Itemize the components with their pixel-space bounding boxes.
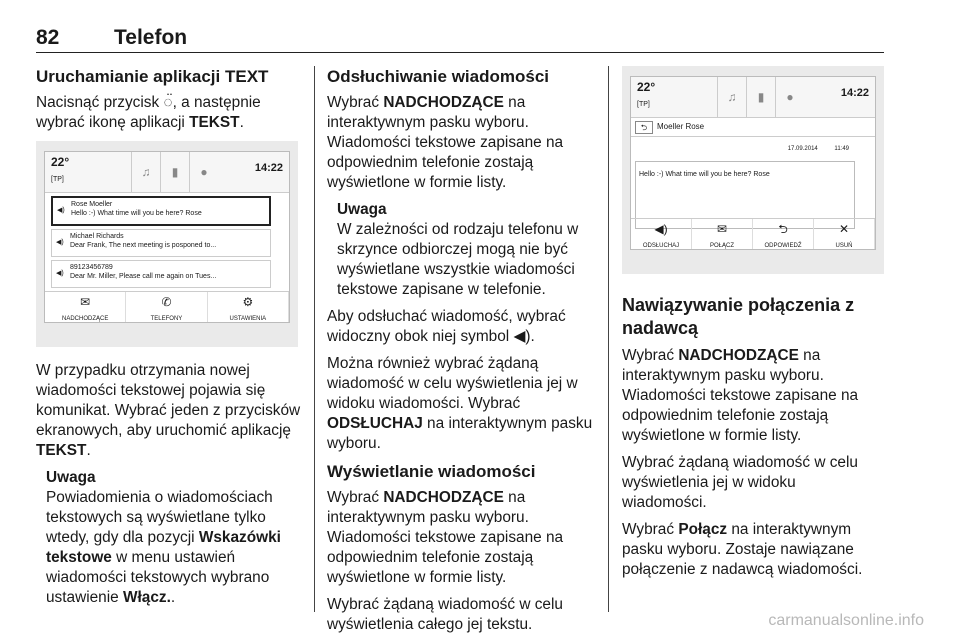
music-icon: ♫ <box>717 77 746 117</box>
phone-icon: ▮ <box>160 152 189 192</box>
settings-button: ⚙ USTAWIENIA <box>208 292 289 322</box>
inbox-button: ✉ NADCHODZĄCE <box>45 292 126 322</box>
section-heading: Uruchamianie aplikacji TEXT <box>36 67 269 86</box>
message-body: Hello :-) What time will you be here? Rose <box>635 161 855 229</box>
settings-icon: ● <box>775 77 804 117</box>
section-heading: Nawiązywanie połączenia z nadawcą <box>622 295 855 338</box>
settings-icon: ● <box>189 152 218 192</box>
paragraph: Wybrać NADCHODZĄCE na interaktywnym pasku wyboru. Wiadomości tekstowe zapisane na odpowiednim telefonie zostają wyświetlone w formie listy. <box>327 94 564 191</box>
speaker-icon: ◀) <box>56 270 64 277</box>
speaker-icon: ◀) <box>56 239 64 246</box>
note-title: Uwaga <box>46 469 96 486</box>
paragraph: Wybrać NADCHODZĄCE na interaktywnym pasku wyboru. Wiadomości tekstowe zapisane na odpowiednim telefonie zostają wyświetlone w formie listy. <box>327 489 564 586</box>
back-icon: ⮌ <box>635 121 653 134</box>
clock: 14:22 <box>840 87 869 99</box>
section-heading: Wyświetlanie wiadomości <box>327 462 536 481</box>
page-number: 82 <box>36 26 60 49</box>
paragraph: Aby odsłuchać wiadomość, wybrać widoczny obok niej symbol ◀︎). <box>327 308 566 345</box>
watermark: carmanualsonline.info <box>768 612 924 629</box>
note: Uwaga Powiadomienia o wiadomościach tekstowych są wyświetlane tylko wtedy, gdy dla pozycji Wskazówki tekstowe w menu ustawień wiadomości tekstowych wybrano ustawienie Włącz.. <box>46 468 302 608</box>
close-icon: ✕ <box>838 222 850 236</box>
phone-icon: ✆ <box>161 295 172 309</box>
message-date: 17.09.2014 11:49 <box>787 146 849 152</box>
paragraph: Nacisnąć przycisk ◌̈, a następnie wybrać ikonę aplikacji TEKST. <box>36 94 261 131</box>
phones-button: ✆ TELEFONY <box>126 292 207 322</box>
paragraph: Wybrać Połącz na interaktywnym pasku wyboru. Zostaje nawiązane połączenie z nadawcą wiadomości. <box>622 521 863 578</box>
listen-button: ◀) ODSŁUCHAJ <box>631 219 692 249</box>
screen-image-message <box>622 66 884 274</box>
screen-image-inbox <box>36 141 298 347</box>
section-title: Telefon <box>114 26 188 49</box>
message-header: ⮌ Moeller Rose <box>631 118 875 137</box>
gear-icon: ⚙ <box>242 295 254 309</box>
delete-button: ✕ USUŃ <box>814 219 875 249</box>
column-3 <box>622 66 884 587</box>
paragraph: Wybrać żądaną wiadomość w celu wyświetlenia jej w widoku wiadomości. <box>622 454 858 511</box>
call-button: ✉ POŁĄCZ <box>692 219 753 249</box>
music-icon: ♫ <box>131 152 160 192</box>
clock: 14:22 <box>254 162 283 174</box>
column-divider <box>608 66 609 612</box>
paragraph: Wybrać NADCHODZĄCE na interaktywnym pasku wyboru. Wiadomości tekstowe zapisane na odpowiednim telefonie zostają wyświetlone w formie listy. <box>622 347 859 444</box>
column-1 <box>36 66 302 608</box>
temperature: 22° <box>51 155 70 169</box>
reply-button: ⮌ ODPOWIEDŹ <box>753 219 814 249</box>
paragraph: W przypadku otrzymania nowej wiadomości tekstowej pojawia się komunikat. Wybrać jeden z przycisków ekranowych, aby uruchomić aplikację TEKST. <box>36 362 301 459</box>
column-divider <box>314 66 315 612</box>
list-item: ◀) Michael Richards Dear Frank, The next meeting is posponed to... <box>51 229 271 257</box>
column-2 <box>327 66 595 642</box>
temperature: 22° <box>637 80 656 94</box>
home-icon: ◌̈ <box>163 94 173 111</box>
envelope-phone-icon: ✉ <box>716 222 728 236</box>
speaker-icon: ◀) <box>654 222 668 236</box>
note: Uwaga W zależności od rodzaju telefonu w skrzynce odbiorczej mogą nie być wyświetlane wszystkie wiadomości tekstowe zapisane w telefonie. <box>337 200 595 300</box>
header-divider <box>36 52 884 53</box>
phone-icon: ▮ <box>746 77 775 117</box>
list-item: ◀) Rose Moeller Hello :-) What time will you be here? Rose <box>51 196 271 226</box>
tp-label: [TP] <box>51 176 64 183</box>
paragraph: Wybrać żądaną wiadomość w celu wyświetlenia całego jej tekstu. <box>327 596 563 633</box>
reply-icon: ⮌ <box>778 222 788 236</box>
page-header <box>36 26 187 50</box>
note-title: Uwaga <box>337 201 387 218</box>
speaker-icon: ◀) <box>57 207 65 214</box>
section-heading: Odsłuchiwanie wiadomości <box>327 67 549 86</box>
tp-label: [TP] <box>637 101 650 108</box>
list-item: ◀) 89123456789 Dear Mr. Miller, Please call me again on Tues... <box>51 260 271 288</box>
paragraph: Można również wybrać żądaną wiadomość w celu wyświetlenia jej w widoku wiadomości. Wybrać ODSŁUCHAJ na interaktywnym pasku wyboru. <box>327 355 593 452</box>
envelope-icon: ✉ <box>80 295 91 309</box>
